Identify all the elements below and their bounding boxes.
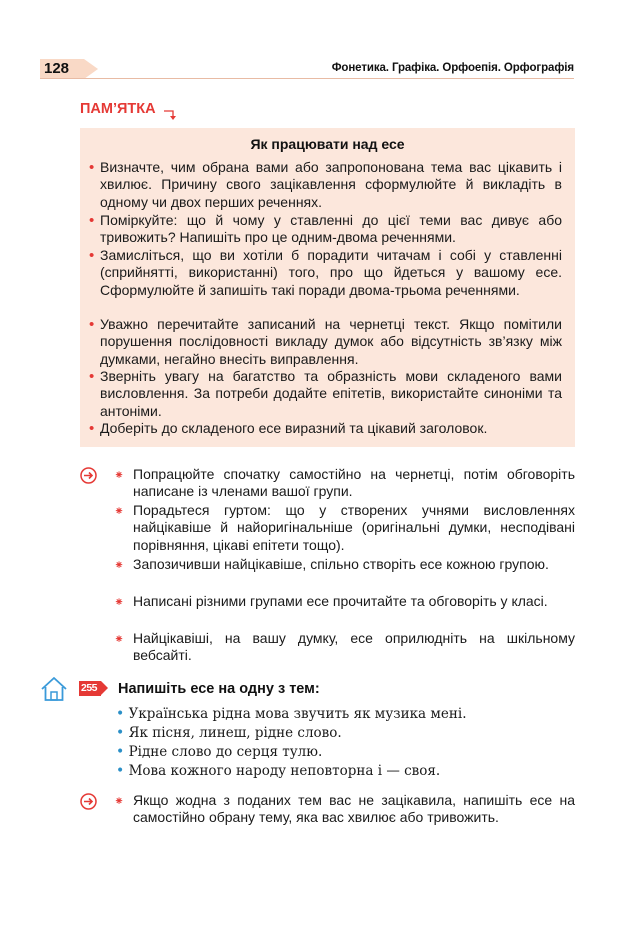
- page-number-tab: [40, 59, 84, 79]
- header-rule: [40, 78, 574, 79]
- arrow-right-icon: [80, 793, 97, 810]
- asterisk-icon: ⁕: [114, 468, 125, 482]
- asterisk-icon: ⁕: [114, 504, 125, 518]
- bullet-icon: •: [89, 159, 95, 176]
- page-number: 128: [44, 60, 70, 77]
- topic-item: • Мова кожного народу неповторна і — своя.: [116, 763, 441, 779]
- memo-item: • Уважно перечитайте записаний на чернетці текст. Якщо помітили порушення послідовності викладу думок або відсутність зв’язку між думками, негайно внесіть виправлення.: [89, 316, 562, 367]
- memo-item: • Зверніть увагу на багатство та образність мови складеного вами висловлення. За потреби додайте епітетів, використайте синоніми та антоніми.: [89, 368, 562, 419]
- exercise-number: 255: [81, 682, 98, 694]
- exercise-title: Напишіть есе на одну з тем:: [118, 681, 320, 697]
- memo-title: Як працювати над есе: [250, 136, 405, 152]
- topic-item: • Українська рідна мова звучить як музика мені.: [116, 706, 467, 722]
- bullet-icon: •: [116, 725, 125, 741]
- asterisk-icon: ⁕: [114, 632, 125, 646]
- running-head: Фонетика. Графіка. Орфоепія. Орфографія: [331, 62, 574, 74]
- memo-item: • Поміркуйте: що й чому у ставленні до цієї теми вас дивує або тривожить? Напишіть про це одним-двома реченнями.: [89, 212, 562, 246]
- page-header: [40, 59, 574, 79]
- memo-arrow-icon: [164, 108, 178, 122]
- arrow-right-icon: [80, 467, 97, 484]
- asterisk-icon: ⁕: [114, 558, 125, 572]
- bullet-icon: •: [89, 212, 95, 229]
- bullet-icon: •: [89, 368, 95, 385]
- asterisk-icon: ⁕: [114, 794, 125, 808]
- memo-item: • Визначте, чим обрана вами або запропонована тема вас цікавить і хвилює. Причину свого зацікавлення сформулюйте й викладіть в одному чи двох перших реченнях.: [89, 159, 562, 210]
- house-icon: [40, 675, 68, 703]
- bullet-icon: •: [89, 316, 95, 333]
- task-item: ⁕ Найцікавіші, на вашу думку, есе оприлюдніть на шкільному вебсайті.: [114, 630, 575, 664]
- task-item: ⁕ Попрацюйте спочатку самостійно на чернетці, потім обговоріть написане із членами вашої групи.: [114, 466, 575, 500]
- topic-item: • Як пісня, линеш, рідне слово.: [116, 725, 342, 741]
- exercise-note: ⁕ Якщо жодна з поданих тем вас не зацікавила, напишіть есе на самостійно обрану тему, яка вас хвилює або тривожить.: [114, 792, 575, 826]
- memo-box: [80, 128, 575, 447]
- memo-item: • Доберіть до складеного есе виразний та цікавий заголовок.: [89, 420, 488, 437]
- exercise-number-badge: [79, 681, 101, 696]
- bullet-icon: •: [89, 420, 95, 437]
- topic-item: • Рідне слово до серця тулю.: [116, 744, 323, 760]
- memo-label: ПАМ’ЯТКА: [80, 101, 156, 117]
- bullet-icon: •: [89, 247, 95, 264]
- task-item: ⁕ Написані різними групами есе прочитайте та обговоріть у класі.: [114, 593, 575, 610]
- task-item: ⁕ Порадьтеся гуртом: що у створених учнями висловленнях найцікавіше й найоригінальніше (оригінальні думки, несподівані порівняння, цікаві епітети тощо).: [114, 502, 575, 553]
- task-item: ⁕ Запозичивши найцікавіше, спільно створіть есе кожною групою.: [114, 556, 575, 573]
- bullet-icon: •: [116, 706, 125, 722]
- bullet-icon: •: [116, 763, 125, 779]
- memo-item: • Замисліться, що ви хотіли б порадити читачам і собі у ставленні (сприйнятті, використанні) того, про що йдеться у вашому есе. Сформулюйте й запишіть такі поради двома-трьома реченнями.: [89, 247, 562, 298]
- bullet-icon: •: [116, 744, 125, 760]
- asterisk-icon: ⁕: [114, 595, 125, 609]
